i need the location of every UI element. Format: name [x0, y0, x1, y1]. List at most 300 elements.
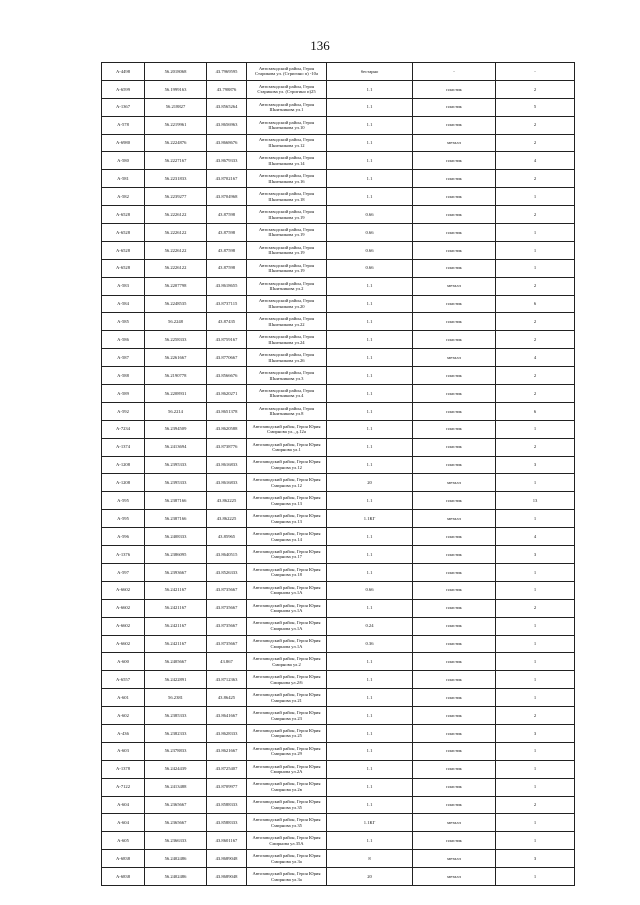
- address-cell: Автозаводский район, Героя Шнитникова ул.18: [247, 188, 327, 206]
- site-id-cell: А-604: [102, 814, 145, 832]
- address-cell: Автозаводский район, Героя Старикова ул. (Стригино п) -10а: [247, 63, 327, 81]
- longitude-cell: 43.8620271: [207, 385, 247, 403]
- table-row: [102, 832, 575, 850]
- latitude-cell: 56.218827: [145, 98, 207, 116]
- address-cell: Автозаводский район, Героя Шнитникова ул.4: [247, 385, 327, 403]
- longitude-cell: 43.8668676: [207, 134, 247, 152]
- address-cell: Автозаводский район, Героя Юрия Смирнова ул.1А: [247, 599, 327, 617]
- address-cell: Автозаводский район, Героя Юрия Смирнова ул.3а: [247, 868, 327, 886]
- address-cell: Автозаводский район, Героя Шнитникова ул.22: [247, 313, 327, 331]
- table-row: [102, 170, 575, 188]
- count-cell: 2: [496, 385, 575, 403]
- table-row: [102, 277, 575, 295]
- table-row: [102, 206, 575, 224]
- site-id-cell: А-6838: [102, 850, 145, 868]
- address-cell: Автозаводский район, Героя Шнитникова ул.1: [247, 98, 327, 116]
- latitude-cell: 56.2248: [145, 313, 207, 331]
- site-id-cell: А-604: [102, 796, 145, 814]
- site-id-cell: А-597: [102, 563, 145, 581]
- count-cell: 1: [496, 653, 575, 671]
- count-cell: 1: [496, 259, 575, 277]
- material-cell: пластик: [413, 832, 496, 850]
- address-cell: Автозаводский район, Героя Юрия Смирнова ул.35: [247, 796, 327, 814]
- registry-table: [101, 62, 575, 886]
- page-number: 136: [310, 38, 330, 53]
- latitude-cell: 56.2424439: [145, 760, 207, 778]
- table-row: [102, 116, 575, 134]
- volume-cell: 0.66: [327, 581, 413, 599]
- latitude-cell: 56.2226122: [145, 241, 207, 259]
- latitude-cell: 56.2365667: [145, 814, 207, 832]
- site-id-cell: А-436: [102, 724, 145, 742]
- longitude-cell: 43.8628333: [207, 724, 247, 742]
- volume-cell: 1.1: [327, 671, 413, 689]
- longitude-cell: 43.8601167: [207, 832, 247, 850]
- material-cell: пластик: [413, 492, 496, 510]
- volume-cell: 1.1: [327, 349, 413, 367]
- latitude-cell: 56.2394509: [145, 420, 207, 438]
- count-cell: 4: [496, 349, 575, 367]
- address-cell: Автозаводский район, Героя Юрия Смирнова ул.13: [247, 492, 327, 510]
- volume-cell: 1.1: [327, 152, 413, 170]
- material-cell: пластик: [413, 331, 496, 349]
- address-cell: Автозаводский район, Героя Юрия Смирнова ул.12: [247, 474, 327, 492]
- volume-cell: 1.1: [327, 313, 413, 331]
- latitude-cell: 56.2387166: [145, 492, 207, 510]
- count-cell: 1: [496, 581, 575, 599]
- volume-cell: 1.1: [327, 760, 413, 778]
- table-row: [102, 63, 575, 81]
- material-cell: пластик: [413, 98, 496, 116]
- site-id-cell: А-6602: [102, 617, 145, 635]
- latitude-cell: 56.2208931: [145, 385, 207, 403]
- count-cell: 13: [496, 492, 575, 510]
- site-id-cell: А-595: [102, 510, 145, 528]
- material-cell: пластик: [413, 385, 496, 403]
- count-cell: 2: [496, 331, 575, 349]
- count-cell: 5: [496, 98, 575, 116]
- longitude-cell: 43.87598: [207, 241, 247, 259]
- latitude-cell: 56.2413694: [145, 438, 207, 456]
- volume-cell: 1.1: [327, 599, 413, 617]
- volume-cell: 1.1: [327, 170, 413, 188]
- volume-cell: 1.1: [327, 563, 413, 581]
- address-cell: Автозаводский район, Героя Юрия Смирнова ул.1А: [247, 635, 327, 653]
- material-cell: пластик: [413, 581, 496, 599]
- latitude-cell: 56.2261667: [145, 349, 207, 367]
- site-id-cell: А-6528: [102, 259, 145, 277]
- address-cell: Автозаводский район, Героя Шнитникова ул.26: [247, 349, 327, 367]
- address-cell: Автозаводский район, Героя Шнитникова ул.19: [247, 241, 327, 259]
- site-id-cell: А-584: [102, 295, 145, 313]
- address-cell: Автозаводский район, Героя Юрия Смирнова ул.23: [247, 707, 327, 725]
- longitude-cell: 43.85965: [207, 528, 247, 546]
- table-row: [102, 510, 575, 528]
- address-cell: Автозаводский район, Героя Юрия Смирнова ул.12: [247, 456, 327, 474]
- latitude-cell: 56.2402486: [145, 850, 207, 868]
- longitude-cell: 43.8621667: [207, 742, 247, 760]
- volume-cell: 0.66: [327, 224, 413, 242]
- latitude-cell: 56.2226122: [145, 224, 207, 242]
- count-cell: 2: [496, 134, 575, 152]
- longitude-cell: 43.8689048: [207, 868, 247, 886]
- material-cell: пластик: [413, 653, 496, 671]
- site-id-cell: А-6528: [102, 206, 145, 224]
- address-cell: Автозаводский район, Героя Юрия Смирнова ул.17: [247, 546, 327, 564]
- volume-cell: 1.1: [327, 385, 413, 403]
- table-row: [102, 760, 575, 778]
- site-id-cell: А-6602: [102, 599, 145, 617]
- count-cell: 3: [496, 724, 575, 742]
- site-id-cell: А-586: [102, 331, 145, 349]
- table-row: [102, 331, 575, 349]
- address-cell: Автозаводский район, Героя Юрия Смирнова ул.2: [247, 653, 327, 671]
- volume-cell: 0.66: [327, 259, 413, 277]
- site-id-cell: А-4498: [102, 63, 145, 81]
- volume-cell: 20: [327, 868, 413, 886]
- count-cell: 1: [496, 742, 575, 760]
- count-cell: 2: [496, 116, 575, 134]
- site-id-cell: А-1208: [102, 456, 145, 474]
- table-row: [102, 385, 575, 403]
- table-row: [102, 796, 575, 814]
- material-cell: пластик: [413, 671, 496, 689]
- table-row: [102, 653, 575, 671]
- address-cell: Автозаводский район, Героя Шнитникова ул.16: [247, 170, 327, 188]
- address-cell: Автозаводский район, Героя Юрия Смирнова ул.1: [247, 438, 327, 456]
- table-row: [102, 707, 575, 725]
- site-id-cell: А-582: [102, 188, 145, 206]
- latitude-cell: 56.2214: [145, 402, 207, 420]
- address-cell: Автозаводский район, Героя Шнитникова ул.19: [247, 259, 327, 277]
- latitude-cell: 56.2408333: [145, 528, 207, 546]
- count-cell: 1: [496, 760, 575, 778]
- material-cell: пластик: [413, 599, 496, 617]
- count-cell: 1: [496, 671, 575, 689]
- material-cell: пластик: [413, 724, 496, 742]
- material-cell: пластик: [413, 707, 496, 725]
- latitude-cell: 56.2421167: [145, 635, 207, 653]
- material-cell: пластик: [413, 456, 496, 474]
- address-cell: Автозаводский район, Героя Юрия Смирнова ул.18: [247, 563, 327, 581]
- latitude-cell: 56.2258333: [145, 331, 207, 349]
- table-row: [102, 671, 575, 689]
- count-cell: 2: [496, 367, 575, 385]
- count-cell: 1: [496, 814, 575, 832]
- latitude-cell: 56.2385333: [145, 707, 207, 725]
- table-row: [102, 438, 575, 456]
- longitude-cell: 43.8616833: [207, 456, 247, 474]
- site-id-cell: А-1376: [102, 546, 145, 564]
- site-id-cell: А-595: [102, 492, 145, 510]
- site-id-cell: А-580: [102, 152, 145, 170]
- material-cell: пластик: [413, 367, 496, 385]
- latitude-cell: 56.2422891: [145, 671, 207, 689]
- material-cell: пластик: [413, 617, 496, 635]
- table-row: [102, 367, 575, 385]
- longitude-cell: 43.86425: [207, 689, 247, 707]
- count-cell: 2: [496, 206, 575, 224]
- table-row: [102, 742, 575, 760]
- table-row: [102, 80, 575, 98]
- site-id-cell: А-578: [102, 116, 145, 134]
- table-row: [102, 778, 575, 796]
- volume-cell: 1.1: [327, 689, 413, 707]
- latitude-cell: 56.2387166: [145, 510, 207, 528]
- volume-cell: 0.66: [327, 241, 413, 259]
- volume-cell: 1.1: [327, 98, 413, 116]
- table-row: [102, 420, 575, 438]
- longitude-cell: 43.8709977: [207, 778, 247, 796]
- latitude-cell: 56.2395333: [145, 474, 207, 492]
- count-cell: 1: [496, 510, 575, 528]
- site-id-cell: А-581: [102, 170, 145, 188]
- address-cell: Автозаводский район, Героя Юрия Смирнова ул.1А: [247, 581, 327, 599]
- table-row: [102, 850, 575, 868]
- longitude-cell: 43.8640515: [207, 546, 247, 564]
- count-cell: 2: [496, 796, 575, 814]
- latitude-cell: 56.2224876: [145, 134, 207, 152]
- count-cell: 2: [496, 599, 575, 617]
- address-cell: Автозаводский район, Героя Юрия Смирнова ул.1А: [247, 617, 327, 635]
- material-cell: пластик: [413, 152, 496, 170]
- table-row: [102, 689, 575, 707]
- longitude-cell: 43.7969595: [207, 63, 247, 81]
- volume-cell: 0.66: [327, 206, 413, 224]
- site-id-cell: А-588: [102, 367, 145, 385]
- table-row: [102, 599, 575, 617]
- latitude-cell: 56.1999163: [145, 80, 207, 98]
- volume-cell: 1.1: [327, 134, 413, 152]
- longitude-cell: 43.8770667: [207, 349, 247, 367]
- longitude-cell: 43.87598: [207, 206, 247, 224]
- volume-cell: 1.1: [327, 295, 413, 313]
- latitude-cell: 56.2239277: [145, 188, 207, 206]
- volume-cell: 1.1: [327, 724, 413, 742]
- table-row: [102, 563, 575, 581]
- table-row: [102, 814, 575, 832]
- address-cell: Автозаводский район, Героя Шнитникова ул.8: [247, 402, 327, 420]
- site-id-cell: А-6528: [102, 224, 145, 242]
- volume-cell: 8: [327, 850, 413, 868]
- latitude-cell: 56.2190778: [145, 367, 207, 385]
- volume-cell: 1.1: [327, 116, 413, 134]
- table-row: [102, 98, 575, 116]
- table-row: [102, 295, 575, 313]
- address-cell: Автозаводский район, Героя Шнитникова ул.20: [247, 295, 327, 313]
- count-cell: 2: [496, 80, 575, 98]
- table-row: [102, 224, 575, 242]
- latitude-cell: 56.2393667: [145, 563, 207, 581]
- material-cell: металл: [413, 277, 496, 295]
- volume-cell: 1.1: [327, 546, 413, 564]
- site-id-cell: А-6602: [102, 581, 145, 599]
- latitude-cell: 56.2219961: [145, 116, 207, 134]
- longitude-cell: 43.8565264: [207, 98, 247, 116]
- volume-cell: 1.1: [327, 492, 413, 510]
- material-cell: пластик: [413, 689, 496, 707]
- latitude-cell: 56.2018068: [145, 63, 207, 81]
- address-cell: Автозаводский район, Героя Шнитникова ул.19: [247, 224, 327, 242]
- registry-table-body: [102, 63, 575, 886]
- site-id-cell: А-601: [102, 689, 145, 707]
- address-cell: Автозаводский район, Героя Шнитникова ул.12: [247, 134, 327, 152]
- volume-cell: 1.1: [327, 707, 413, 725]
- count-cell: 2: [496, 277, 575, 295]
- volume-cell: 1.1: [327, 653, 413, 671]
- volume-cell: 1.1: [327, 402, 413, 420]
- count-cell: 2: [496, 170, 575, 188]
- count-cell: 1: [496, 563, 575, 581]
- longitude-cell: 43.8566676: [207, 367, 247, 385]
- count-cell: 2: [496, 313, 575, 331]
- longitude-cell: 43.8588333: [207, 796, 247, 814]
- site-id-cell: А-6599: [102, 80, 145, 98]
- site-id-cell: А-589: [102, 385, 145, 403]
- latitude-cell: 56.2381: [145, 689, 207, 707]
- address-cell: Автозаводский район, Героя Шнитникова ул.10: [247, 116, 327, 134]
- longitude-cell: 43.8712363: [207, 671, 247, 689]
- address-cell: Автозаводский район, Героя Юрия Смирнова ул.35: [247, 814, 327, 832]
- volume-cell: 1.1КГ: [327, 814, 413, 832]
- site-id-cell: А-605: [102, 832, 145, 850]
- count-cell: 3: [496, 850, 575, 868]
- count-cell: 1: [496, 188, 575, 206]
- site-id-cell: А-603: [102, 742, 145, 760]
- material-cell: пластик: [413, 796, 496, 814]
- material-cell: пластик: [413, 188, 496, 206]
- longitude-cell: 43.8679333: [207, 152, 247, 170]
- latitude-cell: 56.2386095: [145, 546, 207, 564]
- latitude-cell: 56.2421167: [145, 599, 207, 617]
- table-row: [102, 546, 575, 564]
- site-id-cell: А-6528: [102, 241, 145, 259]
- longitude-cell: 43.87435: [207, 313, 247, 331]
- latitude-cell: 56.2226122: [145, 259, 207, 277]
- longitude-cell: 43.8588333: [207, 814, 247, 832]
- latitude-cell: 56.2421167: [145, 581, 207, 599]
- address-cell: Автозаводский район, Героя Юрия Смирнова ул.3а: [247, 850, 327, 868]
- site-id-cell: А-583: [102, 277, 145, 295]
- material-cell: пластик: [413, 313, 496, 331]
- volume-cell: 0.24: [327, 617, 413, 635]
- material-cell: пластик: [413, 438, 496, 456]
- longitude-cell: 43.867: [207, 653, 247, 671]
- latitude-cell: 56.2365667: [145, 796, 207, 814]
- address-cell: Автозаводский район, Героя Юрия Смирнова ул., д.12а: [247, 420, 327, 438]
- table-row: [102, 188, 575, 206]
- latitude-cell: 56.2413488: [145, 778, 207, 796]
- volume-cell: 1.1: [327, 420, 413, 438]
- site-id-cell: А-592: [102, 402, 145, 420]
- material-cell: пластик: [413, 295, 496, 313]
- site-id-cell: А-602: [102, 707, 145, 725]
- volume-cell: 1.1: [327, 277, 413, 295]
- table-row: [102, 152, 575, 170]
- count-cell: 4: [496, 152, 575, 170]
- longitude-cell: 43.8616833: [207, 474, 247, 492]
- table-row: [102, 349, 575, 367]
- address-cell: Автозаводский район, Героя Юрия Смирнова ул.29: [247, 742, 327, 760]
- volume-cell: 1.1: [327, 367, 413, 385]
- latitude-cell: 56.2378833: [145, 742, 207, 760]
- table-row: [102, 456, 575, 474]
- site-id-cell: А-600: [102, 653, 145, 671]
- longitude-cell: 43.8656963: [207, 116, 247, 134]
- material-cell: металл: [413, 510, 496, 528]
- table-row: [102, 492, 575, 510]
- address-cell: Автозаводский район, Героя Юрия Смирнова ул.14: [247, 528, 327, 546]
- material-cell: металл: [413, 134, 496, 152]
- latitude-cell: 56.2248535: [145, 295, 207, 313]
- count-cell: 1: [496, 420, 575, 438]
- count-cell: 1: [496, 224, 575, 242]
- address-cell: Автозаводский район, Героя Шнитникова ул.24: [247, 331, 327, 349]
- address-cell: Автозаводский район, Героя Старикова ул. (Стригино п)25: [247, 80, 327, 98]
- table-row: [102, 581, 575, 599]
- site-id-cell: А-1208: [102, 474, 145, 492]
- longitude-cell: 43.8738776: [207, 438, 247, 456]
- address-cell: Автозаводский район, Героя Шнитникова ул.3: [247, 367, 327, 385]
- table-row: [102, 313, 575, 331]
- longitude-cell: 43.8737115: [207, 295, 247, 313]
- count-cell: 1: [496, 832, 575, 850]
- longitude-cell: 43.8759167: [207, 331, 247, 349]
- volume-cell: 1.1: [327, 832, 413, 850]
- volume-cell: 1.1: [327, 778, 413, 796]
- material-cell: пластик: [413, 116, 496, 134]
- material-cell: металл: [413, 349, 496, 367]
- volume-cell: 1.1КГ: [327, 510, 413, 528]
- volume-cell: 1.1: [327, 331, 413, 349]
- latitude-cell: 56.2227167: [145, 152, 207, 170]
- longitude-cell: 43.8702167: [207, 170, 247, 188]
- material-cell: пластик: [413, 402, 496, 420]
- table-row: [102, 402, 575, 420]
- count-cell: 1: [496, 474, 575, 492]
- latitude-cell: 56.2226122: [145, 206, 207, 224]
- count-cell: 3: [496, 546, 575, 564]
- material-cell: пластик: [413, 528, 496, 546]
- material-cell: пластик: [413, 420, 496, 438]
- longitude-cell: 43.8620588: [207, 420, 247, 438]
- volume-cell: 20: [327, 474, 413, 492]
- site-id-cell: А-596: [102, 528, 145, 546]
- material-cell: металл: [413, 850, 496, 868]
- longitude-cell: 43.8618655: [207, 277, 247, 295]
- address-cell: Автозаводский район, Героя Юрия Смирнова ул.2/6: [247, 671, 327, 689]
- latitude-cell: 56.2421167: [145, 617, 207, 635]
- material-cell: -: [413, 63, 496, 81]
- address-cell: Автозаводский район, Героя Юрия Смирнова ул.2А: [247, 760, 327, 778]
- material-cell: пластик: [413, 563, 496, 581]
- longitude-cell: 43.87598: [207, 259, 247, 277]
- volume-cell: 1.1: [327, 438, 413, 456]
- count-cell: 1: [496, 635, 575, 653]
- longitude-cell: 43.8735667: [207, 617, 247, 635]
- address-cell: Автозаводский район, Героя Шнитникова ул.14: [247, 152, 327, 170]
- material-cell: пластик: [413, 635, 496, 653]
- material-cell: пластик: [413, 241, 496, 259]
- latitude-cell: 56.2366333: [145, 832, 207, 850]
- site-id-cell: А-6980: [102, 134, 145, 152]
- address-cell: Автозаводский район, Героя Юрия Смирнова ул.35А: [247, 832, 327, 850]
- site-id-cell: А-587: [102, 349, 145, 367]
- table-row: [102, 474, 575, 492]
- address-cell: Автозаводский район, Героя Шнитникова ул.19: [247, 206, 327, 224]
- count-cell: 6: [496, 402, 575, 420]
- volume-cell: 1.1: [327, 742, 413, 760]
